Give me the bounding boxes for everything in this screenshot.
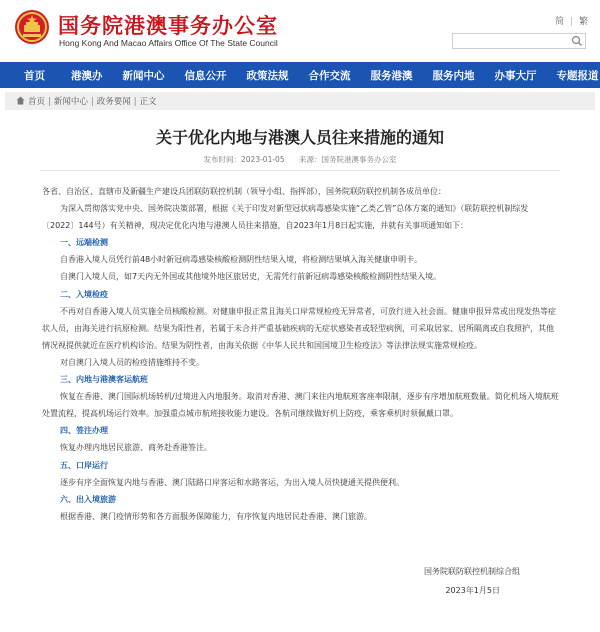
nav-item-serve-mainland[interactable]: 服务内地 <box>432 70 475 82</box>
section-heading: 四、签注办理 <box>60 426 108 436</box>
publish-date: 发布时间：2023-01-05 <box>203 155 285 164</box>
signature-org: 国务院联防联控机制综合组 <box>424 567 520 576</box>
national-emblem-icon[interactable] <box>14 9 50 45</box>
breadcrumb-home[interactable]: 首页 <box>28 97 46 107</box>
section-paragraph: 对自澳门入境人员的检疫措施维持不变。 <box>60 357 204 367</box>
article-meta <box>0 154 600 165</box>
article-source: 来源：国务院港澳事务办公室 <box>298 155 397 164</box>
nav-item-special[interactable]: 专题报道 <box>556 70 599 82</box>
section-paragraph: 逐步有序全面恢复内地与香港、澳门陆路口岸客运和水路客运，为出入境人员快捷通关提供便利。 <box>60 477 404 487</box>
section-heading: 六、出入境旅游 <box>60 494 116 504</box>
section-paragraph: 自香港入境人员凭行前48小时新冠病毒感染核酸检测阴性结果入境，将检测结果填入海关健康申明卡。 <box>60 255 423 265</box>
breadcrumb-separator: | <box>48 97 51 107</box>
section-paragraph: 恢复在香港、澳门国际机场转机/过境进入内地服务。取消对香港、澳门来往内地航班客座率限制，逐步有序增加航班数量。简化机场入境航班处置流程，提高机场运行效率。加强重点城市航班接收能力建设。各航司继续做好机上防疫，乘客乘机时须佩戴口罩。 <box>42 392 559 419</box>
breadcrumb <box>5 92 595 110</box>
breadcrumb-gov-news[interactable]: 政务要闻 <box>96 97 131 107</box>
nav-item-info[interactable]: 信息公开 <box>184 70 227 82</box>
section-paragraph: 根据香港、澳门疫情形势和各方面服务保障能力，有序恢复内地居民赴香港、澳门旅游。 <box>60 511 372 521</box>
site-subtitle: Hong Kong And Macao Affairs Office Of The State Council <box>59 38 278 48</box>
intro-paragraph: 为深入贯彻落实党中央、国务院决策部署，根据《关于印发对新型冠状病毒感染实施“乙类乙管”总体方案的通知》（联防联控机制综发〔2022〕144号）有关精神，现决定优化内地与港澳人员往来措施，自2023年1月8日起实施，并就有关事项通知如下： <box>42 204 529 231</box>
site-header <box>0 0 600 62</box>
article-body <box>42 183 560 525</box>
main-nav <box>0 62 600 88</box>
nav-item-service-hall[interactable]: 办事大厅 <box>494 70 537 82</box>
lang-simplified-link[interactable]: 简 <box>555 17 565 27</box>
breadcrumb-separator: | <box>133 97 137 107</box>
search-input[interactable] <box>452 33 586 49</box>
section-heading: 一、远端检测 <box>60 238 108 248</box>
search-icon[interactable] <box>569 34 585 48</box>
signature-date: 2023年1月5日 <box>445 586 500 595</box>
nav-item-office[interactable]: 港澳办 <box>71 70 103 82</box>
language-switch <box>552 14 588 27</box>
breadcrumb-current: 正文 <box>139 97 157 107</box>
nav-item-home[interactable]: 首页 <box>24 70 45 82</box>
lang-traditional-link[interactable]: 繁 <box>578 17 588 27</box>
title-divider <box>40 170 560 171</box>
home-icon <box>16 96 25 105</box>
section-paragraph: 恢复办理内地居民旅游、商务赴香港签注。 <box>60 443 212 453</box>
section-paragraph: 自澳门入境人员，如7天内无外国或其他境外地区旅居史，无需凭行前新冠病毒感染核酸检测阴性结果入境。 <box>60 272 442 282</box>
section-heading: 三、内地与港澳客运航班 <box>60 375 148 385</box>
section-heading: 二、入境检疫 <box>60 289 108 299</box>
salutation: 各省、自治区、直辖市及新疆生产建设兵团联防联控机制（领导小组、指挥部），国务院联防联控机制各成员单位： <box>42 187 446 196</box>
lang-separator: | <box>567 17 576 27</box>
article-title: 关于优化内地与港澳人员往来措施的通知 <box>155 128 444 147</box>
nav-item-exchange[interactable]: 合作交流 <box>308 70 351 82</box>
section-paragraph: 不再对自香港入境人员实施全员核酸检测。对健康申报正常且海关口岸常规检疫无异常者，可放行进入社会面。健康申报异常或出现发热等症状人员，由海关进行抗原检测。结果为阳性者，若属于未合并严重基础疾病的无症状感染者或轻型病例，可采取居家、居所隔离或自我照护，其他情况视提供就近在医疗机构诊治。结果为阴性者，由海关依据《中华人民共和国国境卫生检疫法》等法律法规实施常规检疫。 <box>42 306 556 350</box>
nav-item-serve-hkmo[interactable]: 服务港澳 <box>370 70 413 82</box>
breadcrumb-news[interactable]: 新闻中心 <box>53 97 88 107</box>
section-heading: 五、口岸运行 <box>60 460 108 470</box>
site-title[interactable]: 国务院港澳事务办公室 <box>58 14 278 38</box>
nav-item-policy[interactable]: 政策法规 <box>246 70 289 82</box>
breadcrumb-trail <box>16 95 157 107</box>
breadcrumb-separator: | <box>90 97 94 107</box>
nav-item-news[interactable]: 新闻中心 <box>122 70 165 82</box>
